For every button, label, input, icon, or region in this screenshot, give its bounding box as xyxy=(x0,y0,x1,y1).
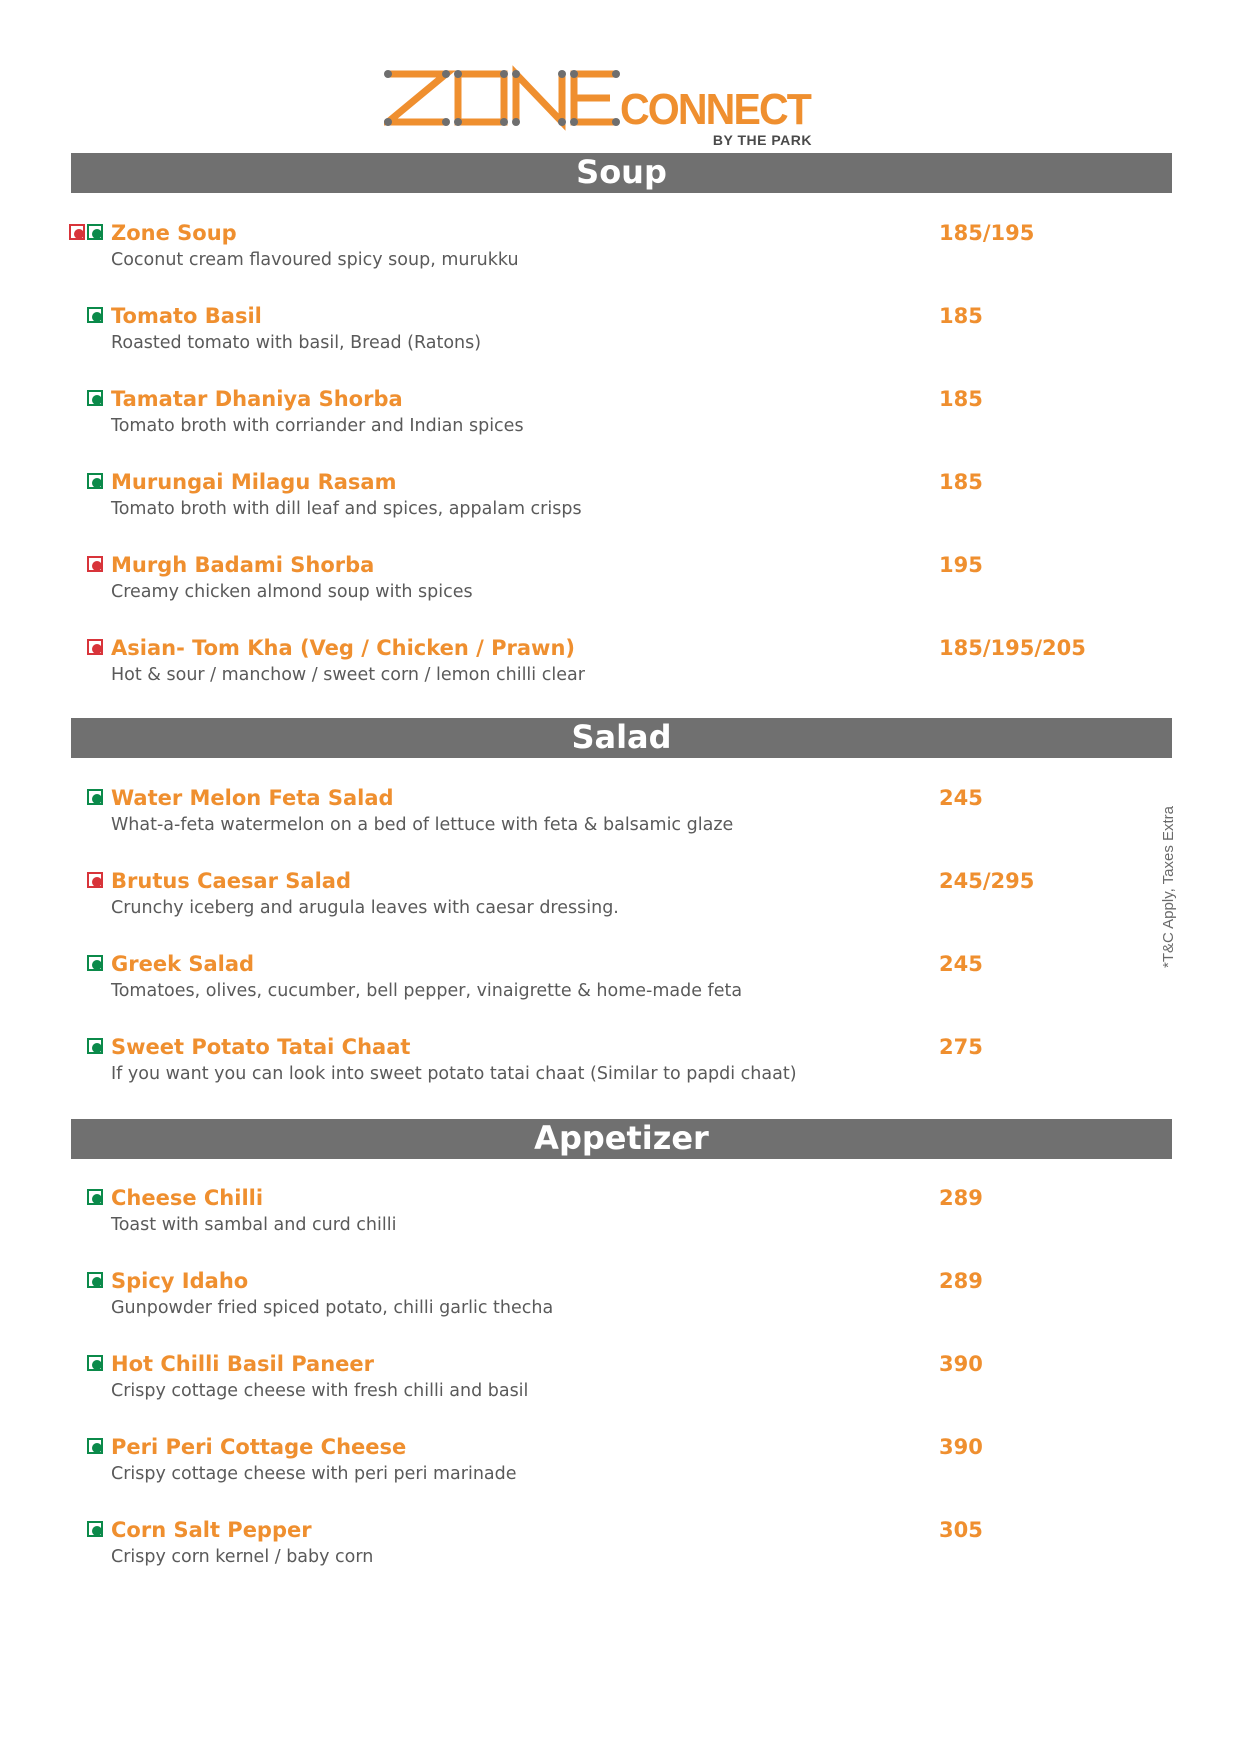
item-description: Hot & sour / manchow / sweet corn / lemon chilli clear xyxy=(111,665,585,685)
item-description: Coconut cream flavoured spicy soup, murukku xyxy=(111,250,519,270)
item-price: 245 xyxy=(939,952,983,976)
item-name: Peri Peri Cottage Cheese xyxy=(111,1435,407,1459)
veg-mark-icon xyxy=(87,789,103,805)
item-name: Sweet Potato Tatai Chaat xyxy=(111,1035,411,1059)
food-type-marks xyxy=(87,955,103,971)
item-description: If you want you can look into sweet potato tatai chaat (Similar to papdi chaat) xyxy=(111,1064,797,1084)
menu-item xyxy=(83,1268,1103,1328)
food-type-marks xyxy=(87,307,103,323)
non-veg-mark-icon xyxy=(87,872,103,888)
item-name: Corn Salt Pepper xyxy=(111,1518,312,1542)
menu-item xyxy=(83,785,1103,845)
food-type-marks xyxy=(87,639,103,655)
non-veg-mark-icon xyxy=(87,556,103,572)
item-name: Water Melon Feta Salad xyxy=(111,786,394,810)
item-price: 185 xyxy=(939,387,983,411)
item-price: 185 xyxy=(939,470,983,494)
veg-mark-icon xyxy=(87,1038,103,1054)
veg-mark-icon xyxy=(87,473,103,489)
item-description: Crispy cottage cheese with fresh chilli and basil xyxy=(111,1381,529,1401)
food-type-marks xyxy=(87,473,103,489)
section-header-appetizer: Appetizer xyxy=(71,1119,1172,1159)
veg-mark-icon xyxy=(87,390,103,406)
brand-logo xyxy=(384,64,814,154)
veg-mark-icon xyxy=(87,955,103,971)
veg-mark-icon xyxy=(87,1521,103,1537)
menu-item xyxy=(83,220,1103,280)
item-name: Cheese Chilli xyxy=(111,1186,264,1210)
menu-item xyxy=(83,1185,1103,1245)
menu-item xyxy=(83,552,1103,612)
menu-item xyxy=(83,635,1103,695)
food-type-marks xyxy=(87,1355,103,1371)
item-name: Tamatar Dhaniya Shorba xyxy=(111,387,403,411)
food-type-marks xyxy=(87,1438,103,1454)
food-type-marks xyxy=(87,1038,103,1054)
menu-item xyxy=(83,1351,1103,1411)
item-name: Zone Soup xyxy=(111,221,237,245)
menu-item xyxy=(83,303,1103,363)
item-description: Crispy corn kernel / baby corn xyxy=(111,1547,374,1567)
menu-item xyxy=(83,469,1103,529)
veg-mark-icon xyxy=(87,1355,103,1371)
food-type-marks xyxy=(87,1521,103,1537)
svg-text:CONNECT: CONNECT xyxy=(620,85,812,134)
item-price: 185/195 xyxy=(939,221,1035,245)
item-price: 390 xyxy=(939,1435,983,1459)
item-description: Tomato broth with dill leaf and spices, appalam crisps xyxy=(111,499,582,519)
item-name: Greek Salad xyxy=(111,952,255,976)
item-description: Creamy chicken almond soup with spices xyxy=(111,582,473,602)
item-description: Roasted tomato with basil, Bread (Ratons) xyxy=(111,333,482,353)
food-type-marks xyxy=(87,789,103,805)
item-name: Spicy Idaho xyxy=(111,1269,249,1293)
item-price: 305 xyxy=(939,1518,983,1542)
non-veg-mark-icon xyxy=(87,639,103,655)
item-description: Toast with sambal and curd chilli xyxy=(111,1215,397,1235)
veg-mark-icon xyxy=(87,307,103,323)
item-description: Crispy cottage cheese with peri peri marinade xyxy=(111,1464,517,1484)
veg-mark-icon xyxy=(87,224,103,240)
menu-item xyxy=(83,1034,1103,1094)
item-price: 289 xyxy=(939,1269,983,1293)
item-price: 289 xyxy=(939,1186,983,1210)
menu-item xyxy=(83,951,1103,1011)
item-name: Murungai Milagu Rasam xyxy=(111,470,397,494)
item-description: Gunpowder fried spiced potato, chilli garlic thecha xyxy=(111,1298,554,1318)
food-type-marks xyxy=(69,224,103,240)
item-price: 245 xyxy=(939,786,983,810)
item-price: 185/195/205 xyxy=(939,636,1086,660)
food-type-marks xyxy=(87,1189,103,1205)
food-type-marks xyxy=(87,872,103,888)
item-description: Tomato broth with corriander and Indian spices xyxy=(111,416,524,436)
brand-tagline: BY THE PARK xyxy=(712,132,812,148)
item-name: Brutus Caesar Salad xyxy=(111,869,351,893)
item-price: 390 xyxy=(939,1352,983,1376)
item-name: Tomato Basil xyxy=(111,304,262,328)
zone-connect-logo-icon xyxy=(384,64,814,136)
item-price: 195 xyxy=(939,553,983,577)
menu-item xyxy=(83,1434,1103,1494)
veg-mark-icon xyxy=(87,1189,103,1205)
section-header-salad: Salad xyxy=(71,718,1172,758)
food-type-marks xyxy=(87,1272,103,1288)
veg-mark-icon xyxy=(87,1272,103,1288)
food-type-marks xyxy=(87,556,103,572)
non-veg-mark-icon xyxy=(69,224,85,240)
menu-item xyxy=(83,386,1103,446)
item-price: 185 xyxy=(939,304,983,328)
item-description: What-a-feta watermelon on a bed of lettuce with feta & balsamic glaze xyxy=(111,815,734,835)
food-type-marks xyxy=(87,390,103,406)
menu-item xyxy=(83,1517,1103,1577)
section-header-soup: Soup xyxy=(71,153,1172,193)
item-price: 245/295 xyxy=(939,869,1035,893)
item-name: Murgh Badami Shorba xyxy=(111,553,375,577)
item-name: Asian- Tom Kha (Veg / Chicken / Prawn) xyxy=(111,636,575,660)
item-description: Tomatoes, olives, cucumber, bell pepper, vinaigrette & home-made feta xyxy=(111,981,743,1001)
veg-mark-icon xyxy=(87,1438,103,1454)
item-description: Crunchy iceberg and arugula leaves with caesar dressing. xyxy=(111,898,619,918)
item-price: 275 xyxy=(939,1035,983,1059)
item-name: Hot Chilli Basil Paneer xyxy=(111,1352,374,1376)
menu-item xyxy=(83,868,1103,928)
terms-note: *T&C Apply, Taxes Extra xyxy=(1160,805,1177,968)
